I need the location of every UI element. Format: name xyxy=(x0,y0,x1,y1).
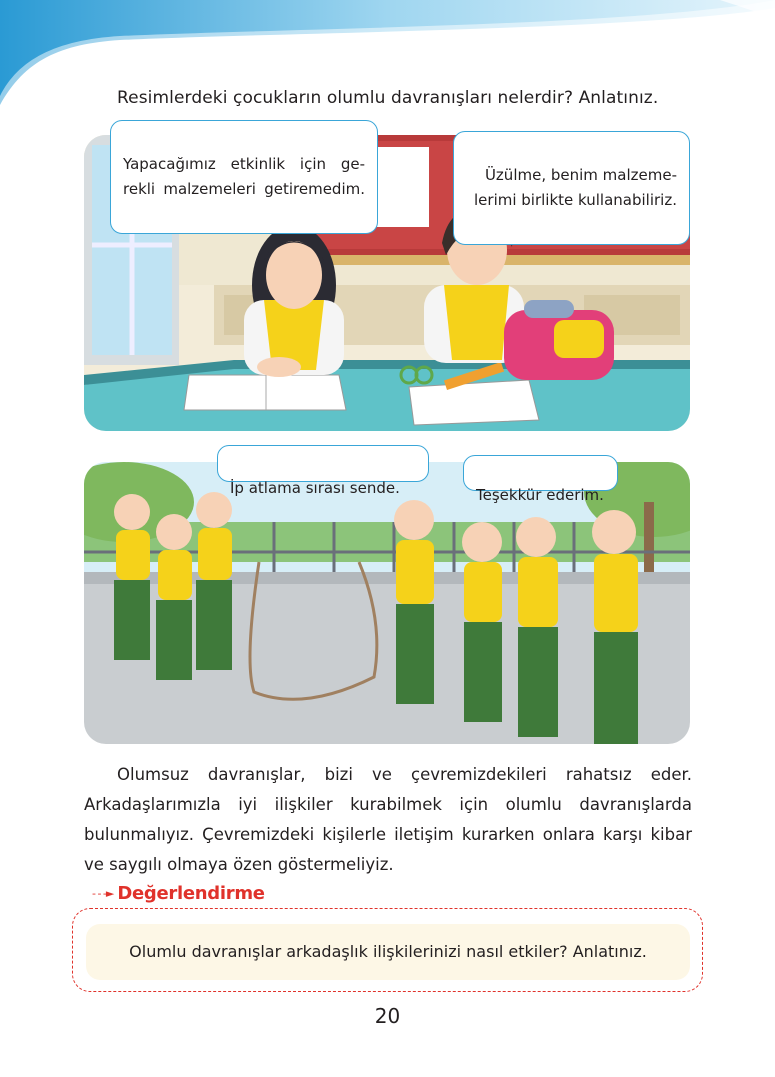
speech-bubble-rope xyxy=(217,445,429,497)
speech-bubble-boy xyxy=(453,131,690,245)
dashed-arrow-icon: - - -► xyxy=(92,887,114,900)
evaluation-question: Olumlu davranışlar arkadaşlık ilişkilerinizi nasıl etkiler? Anlatınız. xyxy=(86,924,690,980)
speech-bubble-thanks xyxy=(463,455,618,504)
speech-bubble-thanks-text: Teşekkür ederim. xyxy=(476,486,604,504)
evaluation-heading xyxy=(92,883,265,904)
speech-bubble-girl-text: Yapacağımız etkinlik için ge- rekli malzemeleri getiremedim. xyxy=(123,155,365,198)
speech-bubble-rope-text: İp atlama sırası sende. xyxy=(230,479,400,497)
body-paragraph: Olumsuz davranışlar, bizi ve çevremizdekileri rahatsız eder. Arkadaşlarımızla iyi ilişkiler kurabilmek için olumlu davranışlarda bulunmalıyız. Çevremizdeki kişilerle iletişim kurarken onlara karşı kibar ve saygılı olmaya özen göstermeliyiz. xyxy=(84,765,692,874)
evaluation-title: Değerlendirme xyxy=(117,883,265,904)
speech-bubble-boy-text: Üzülme, benim malzeme- lerimi birlikte kullanabiliriz. xyxy=(474,166,677,209)
page-number: 20 xyxy=(374,1004,401,1028)
playground-illustration xyxy=(84,462,690,744)
speech-bubble-girl xyxy=(110,120,378,234)
intro-question: Resimlerdeki çocukların olumlu davranışları nelerdir? Anlatınız. xyxy=(117,88,659,108)
